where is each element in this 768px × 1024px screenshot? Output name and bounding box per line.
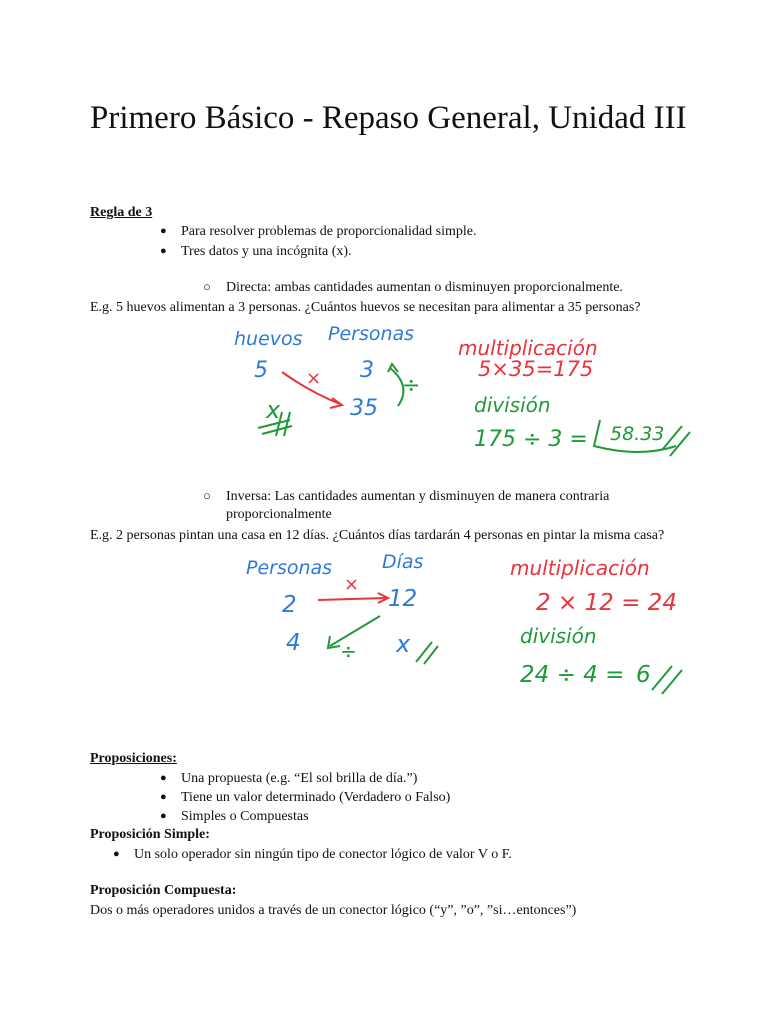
hw1-div-eq: 175 ÷ 3 = [474,427,588,452]
page-title: Primero Básico - Repaso General, Unidad III [90,100,687,136]
example-2: E.g. 2 personas pintan una casa en 12 días. ¿Cuántos días tardarán 4 personas en pintar la misma casa? [90,528,665,543]
hw2-v2: 2 [282,592,297,618]
hw2-x: x [396,630,411,658]
hw2-div-label: división [520,624,597,648]
directa-text: Directa: ambas cantidades aumentan o disminuyen proporcionalmente. [226,280,623,295]
circle-bullet: ○ [203,279,211,294]
circle-bullet: ○ [203,488,211,503]
hw1-div-label: división [474,393,551,417]
hw1-v35: 35 [350,396,378,421]
bullet-dot: ● [160,791,167,803]
hw2-col2: Días [382,551,424,573]
bullet-dot: ● [160,810,167,822]
prop-bullet-2: Tiene un valor determinado (Verdadero o Falso) [181,790,451,805]
bullet-dot: ● [160,772,167,784]
hw2-mult-eq: 2 × 12 = 24 [536,590,677,616]
hw1-result: 58.33 [610,423,665,445]
hw2-col1: Personas [246,557,333,579]
inversa-line-2: proporcionalmente [226,507,332,522]
hw1-mult-eq: 5×35=175 [478,357,594,381]
example-1: E.g. 5 huevos alimentan a 3 personas. ¿Cuántos huevos se necesitan para alimentar a 35 personas? [90,300,641,315]
hw1-x: x [266,396,281,424]
hw1-col1: huevos [234,328,303,350]
hw2-v4: 4 [286,630,301,656]
hw2-times: × [344,574,360,595]
simple-heading: Proposición Simple: [90,827,210,842]
regla-bullet-2: Tres datos y una incógnita (x). [181,244,352,259]
hw1-col2: Personas [328,323,415,345]
bullet-dot: ● [160,225,167,237]
bullet-dot: ● [160,245,167,257]
compuesta-text: Dos o más operadores unidos a través de un conector lógico (“y”, ”o”, ”si…entonces”) [90,903,577,918]
regla-heading: Regla de 3 [90,205,153,220]
hw1-times: × [306,368,322,389]
simple-bullet: Un solo operador sin ningún tipo de conector lógico de valor V o F. [134,847,512,862]
inversa-line-1: Inversa: Las cantidades aumentan y disminuyen de manera contraria [226,489,610,504]
prop-bullet-3: Simples o Compuestas [181,809,309,824]
hw1-v3: 3 [360,358,374,383]
proposiciones-heading: Proposiciones: [90,751,177,766]
regla-bullet-1: Para resolver problemas de proporcionalidad simple. [181,224,477,239]
hw1-divide: ÷ [402,373,421,398]
hw1-mult-label: multiplicación [458,336,598,360]
compuesta-heading: Proposición Compuesta: [90,883,237,898]
prop-bullet-1: Una propuesta (e.g. “El sol brilla de día.”) [181,771,418,786]
hw2-div-eq: 24 ÷ 4 = [520,662,625,688]
hw2-divide: ÷ [340,639,357,663]
hw1-v5: 5 [254,358,268,383]
hw2-mult-label: multiplicación [510,556,650,580]
hw2-v12: 12 [388,586,418,612]
bullet-dot: ● [113,848,120,860]
hw2-result: 6 [636,662,651,688]
